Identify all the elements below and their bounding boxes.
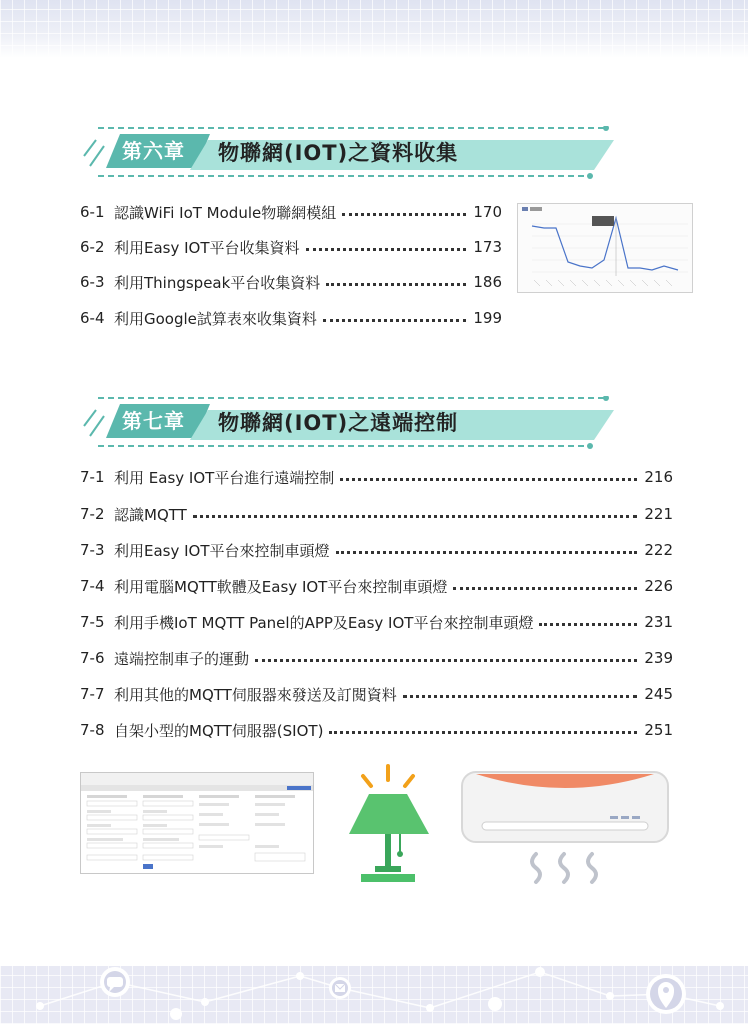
top-decorative-band xyxy=(0,0,748,58)
dot-leader xyxy=(329,731,637,734)
dot-leader xyxy=(336,551,637,554)
toc-entry[interactable] xyxy=(80,683,673,705)
dot-leader xyxy=(193,515,637,518)
entry-number: 7-4 xyxy=(80,577,105,595)
entry-page: 221 xyxy=(644,505,673,523)
entry-number: 6-2 xyxy=(80,238,105,256)
toc-entry[interactable] xyxy=(80,201,502,223)
toc-entry[interactable] xyxy=(80,236,502,258)
chart-screenshot-thumbnail xyxy=(517,203,693,293)
toc-entry[interactable] xyxy=(80,307,502,329)
dot-leader xyxy=(539,623,637,626)
entry-page: 231 xyxy=(644,613,673,631)
entry-title: 利用Easy IOT平台來控制車頭燈 xyxy=(114,541,330,560)
chapter-label: 第七章 xyxy=(122,409,185,433)
dot-leader xyxy=(403,695,637,698)
entry-number: 7-5 xyxy=(80,613,105,631)
chat-icon xyxy=(100,967,130,997)
dot-leader xyxy=(326,283,466,286)
entry-number: 6-1 xyxy=(80,203,105,221)
entry-title: 自架小型的MQTT伺服器(SIOT) xyxy=(114,721,324,740)
entry-page: 239 xyxy=(644,649,673,667)
chapter-title: 物聯網(IOT)之遠端控制 xyxy=(218,411,459,435)
entry-number: 6-3 xyxy=(80,273,105,291)
entry-number: 7-7 xyxy=(80,685,105,703)
chapter-title: 物聯網(IOT)之資料收集 xyxy=(218,141,459,165)
entry-number: 7-2 xyxy=(80,505,105,523)
chapter-label: 第六章 xyxy=(122,139,185,163)
entry-title: 認識MQTT xyxy=(114,505,187,524)
mqtt-client-screenshot-thumbnail xyxy=(80,772,314,874)
bottom-decorative-band xyxy=(0,966,748,1024)
entry-title: 利用Easy IOT平台收集資料 xyxy=(114,238,300,257)
dot-leader xyxy=(453,587,637,590)
lamp-icon xyxy=(345,760,435,885)
toc-entry[interactable] xyxy=(80,611,673,633)
entry-title: 認識WiFi IoT Module物聯網模組 xyxy=(114,203,337,222)
toc-entry[interactable] xyxy=(80,575,673,597)
chapter-7-header xyxy=(78,396,618,456)
toc-entry[interactable] xyxy=(80,271,502,293)
chapter-6-header xyxy=(78,126,618,186)
entry-title: 利用Google試算表來收集資料 xyxy=(114,309,317,328)
toc-entry[interactable] xyxy=(80,539,673,561)
entry-page: 216 xyxy=(644,468,673,486)
entry-page: 251 xyxy=(644,721,673,739)
toc-entry[interactable] xyxy=(80,719,673,741)
entry-page: 222 xyxy=(644,541,673,559)
entry-number: 7-1 xyxy=(80,468,105,486)
air-conditioner-icon xyxy=(460,768,670,890)
entry-number: 7-3 xyxy=(80,541,105,559)
entry-title: 利用其他的MQTT伺服器來發送及訂閱資料 xyxy=(114,685,397,704)
dot-leader xyxy=(323,319,466,322)
mail-icon xyxy=(329,977,351,999)
entry-title: 利用電腦MQTT軟體及Easy IOT平台來控制車頭燈 xyxy=(114,577,448,596)
toc-entry[interactable] xyxy=(80,647,673,669)
location-pin-icon xyxy=(646,974,686,1014)
entry-title: 利用 Easy IOT平台進行遠端控制 xyxy=(114,468,335,487)
entry-number: 7-8 xyxy=(80,721,105,739)
entry-page: 170 xyxy=(473,203,502,221)
entry-number: 7-6 xyxy=(80,649,105,667)
entry-page: 173 xyxy=(473,238,502,256)
entry-title: 遠端控制車子的運動 xyxy=(114,649,250,668)
toc-entry[interactable] xyxy=(80,466,673,488)
dot-leader xyxy=(306,248,466,251)
entry-page: 245 xyxy=(644,685,673,703)
entry-number: 6-4 xyxy=(80,309,105,327)
dot-leader xyxy=(342,213,466,216)
entry-page: 226 xyxy=(644,577,673,595)
toc-entry[interactable] xyxy=(80,503,673,525)
entry-title: 利用Thingspeak平台收集資料 xyxy=(114,273,321,292)
entry-page: 186 xyxy=(473,273,502,291)
entry-title: 利用手機IoT MQTT Panel的APP及Easy IOT平台來控制車頭燈 xyxy=(114,613,534,632)
dot-leader xyxy=(340,478,637,481)
entry-page: 199 xyxy=(473,309,502,327)
dot-leader xyxy=(255,659,637,662)
